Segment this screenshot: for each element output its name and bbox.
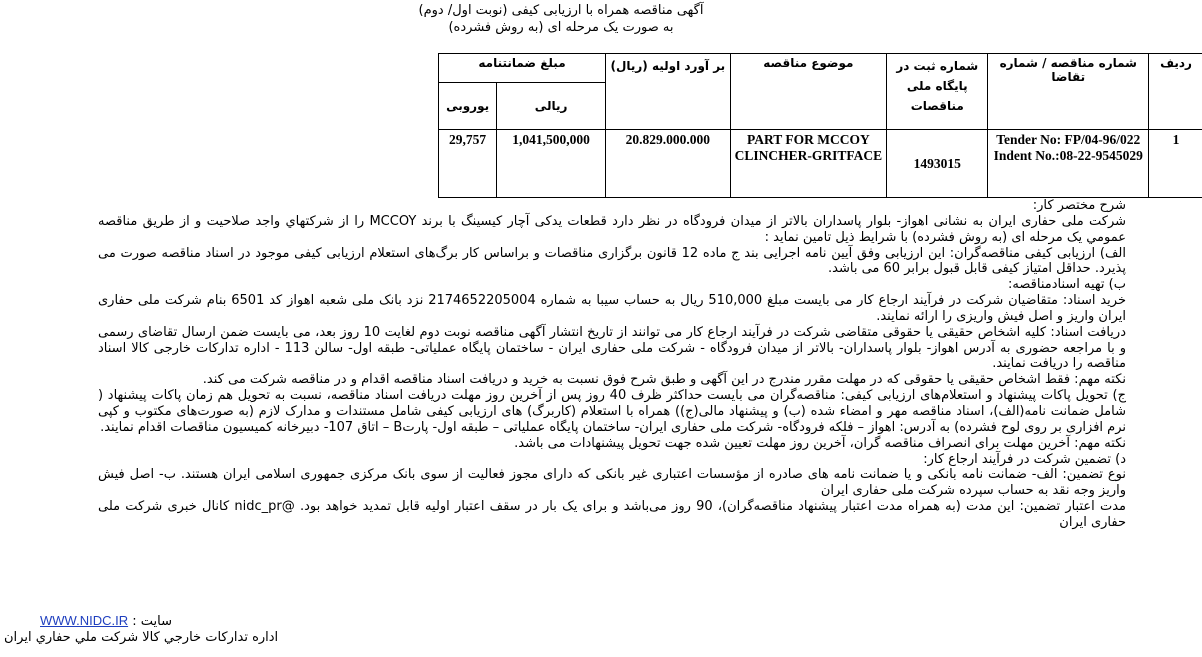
section-summary-heading: شرح مختصر کار: xyxy=(1032,198,1126,213)
cell-row-number: 1 xyxy=(1149,130,1202,198)
footer-site xyxy=(40,613,172,629)
paragraph-note-2: نکته مهم: آخرین مهلت برای انصراف مناقصه گران، آخرین روز مهلت تعیین شده جهت تحویل پیشنهادات می باشد. xyxy=(514,435,1126,451)
col-header-euro: یوروبی xyxy=(439,83,497,130)
cell-subject: PART FOR MCCOY CLINCHER-GRITFACE xyxy=(730,130,886,198)
tender-no: Tender No: FP/04-96/022 xyxy=(996,132,1141,147)
footer-department: اداره تدارکات خارجي کالا شرکت ملي حفاري ايران xyxy=(4,630,279,645)
paragraph-note-1: نکته مهم: فقط اشخاص حقیقی یا حقوقی که در مهلت مقرر مندرج در این آگهی و طبق شرح فوق نسبت به خرید و دریافت اسناد مناقصه اقدام و در مناقصه شرکت می کند. xyxy=(202,372,1126,388)
col-header-row: ردیف xyxy=(1149,54,1202,130)
table-row xyxy=(439,130,1202,198)
paragraph-guarantee-type: نوع تضمین: الف- ضمانت نامه بانکی و یا ضمانت نامه های صادره از مؤسسات اعتباری غیر بانکی که دارای مجوز فعالیت از سوی بانک مرکزی جمهوری اسلامی ایران هستند. ب- اصل فیش واریز وجه نقد به حساب سپرده شرکت ملی حفاری ایران xyxy=(98,467,1126,499)
col-header-estimate: بر آورد اولیه (ریال) xyxy=(606,54,731,130)
col-header-reg: شماره ثبت در پایگاه ملی مناقصات xyxy=(887,54,988,130)
section-guarantee-heading: د) تضمین شرکت در فرآیند ارجاع کار: xyxy=(923,451,1126,467)
tender-description xyxy=(98,198,1126,531)
cell-tender-number xyxy=(988,130,1149,198)
paragraph-delivery: ج) تحویل پاکات پیشنهاد و استعلام‌های ارزیابی کیفی: مناقصه‌گران می بایست حداکثر ظرف 40 روز پس از آخرین روز مهلت دریافت اسناد مناقصه، نسبت به تحویل هم زمان پاکات پیشنهاد ( شامل ضمانت نامه(الف)، اسناد مناقصه مهر و امضاء شده (ب) و پیشنهاد مالی(ج)) همراه با استعلام (کاربرگ) های ارزیابی کیفی شامل مستندات و مدارک لازم (به صورت‌های مکتوب و کپی نرم افزاری بر روی لوح فشرده) به آدرس: اهواز – فلکه فرودگاه- شرکت ملی حفاری ایران- ساختمان پایگاه عملیاتی – طبقه اول- پارتB – اتاق 107- دبیرخانه کمیسیون مناقصات اقدام نمایند. xyxy=(98,388,1126,435)
paragraph-guarantee-validity: مدت اعتبار تضمین: این مدت (به همراه مدت اعتبار پیشنهاد مناقصه‌گران)، 90 روز می‌باشد و برای یک بار در سقف اعتبار اولیه قابل تمدید خواهد بود. @nidc_pr کانال خبری شرکت ملی حفاری ایران xyxy=(98,499,1126,530)
cell-euro: 29,757 xyxy=(439,130,497,198)
cell-estimate: 20.829.000.000 xyxy=(606,130,731,198)
section-documents-heading: ب) تهیه اسنادمناقصه: xyxy=(1008,277,1126,293)
title-line-1: آگهی مناقصه همراه با ارزیابی کیفی (نوبت اول/ دوم) xyxy=(418,3,704,18)
table-header-row xyxy=(439,54,1202,83)
paragraph-qualification: الف) ارزیابی کیفی مناقصه‌گران: این ارزیابی وفق آیین نامه اجرایی بند ج ماده 12 قانون برگزاری مناقصات و براساس کار برگ‌های استعلام ارزیابی کیفی موجود در اسناد مناقصه صورت می پذیرد. حداقل امتیاز کیفی قابل قبول برابر 60 می باشد. xyxy=(98,245,1126,277)
indent-no: Indent No.:08-22-9545029 xyxy=(993,148,1143,163)
col-header-guarantee: مبلغ ضمانتنامه xyxy=(439,54,606,83)
cell-rial: 1,041,500,000 xyxy=(497,130,606,198)
site-link[interactable]: WWW.NIDC.IR xyxy=(40,613,129,628)
site-label: سایت : xyxy=(132,614,172,629)
col-header-subject: موضوع مناقصه xyxy=(730,54,886,130)
tender-table xyxy=(438,53,1202,198)
paragraph-purchase: خرید اسناد: متقاضیان شرکت در فرآیند ارجاع کار می بایست مبلغ 510,000 ریال به حساب سیبا به شماره 2174652205004 نزد بانک ملی شعبه اهواز کد 6501 بنام شرکت ملی حفاری ایران واریز و اصل فیش واریزی را ارائه نمایند. xyxy=(98,293,1126,324)
col-header-rial: ریالی xyxy=(497,83,606,130)
title-line-2: به صورت یک مرحله ای (به روش فشرده) xyxy=(448,20,674,35)
col-header-tender: شماره مناقصه / شماره تقاضا xyxy=(988,54,1149,130)
page-title xyxy=(0,2,1202,36)
cell-reg-number: 1493015 xyxy=(887,130,988,198)
paragraph-intro: شرکت ملی حفاری ایران به نشانی اهواز- بلوار پاسداران بالاتر از میدان فرودگاه در نظر دارد قطعات یدکی آچار کیسینگ با برند MCCOY را از شرکتهاي واجد صلاحیت و از طریق مناقصه عمومي یک مرحله ای (به روش فشرده) با شرایط ذیل تامین نماید : xyxy=(98,213,1127,245)
paragraph-receive: دریافت اسناد: کلیه اشخاص حقیقی یا حقوقی متقاضی شرکت در فرآیند ارجاع کار می توانند از تاریخ انتشار آگهی مناقصه نوبت دوم لغایت 10 روز بعد، می بایست ضمن ارسال تقاضای رسمی و با مراجعه حضوری به آدرس اهواز- بلوار پاسداران- بالاتر از میدان فرودگاه - شرکت ملی حفاری ایران - ساختمان پایگاه عملیاتی- طبقه اول- سالن 113 - اداره تدارکات خارجی کالا اسناد مناقصه را دریافت نمایند. xyxy=(98,324,1126,372)
